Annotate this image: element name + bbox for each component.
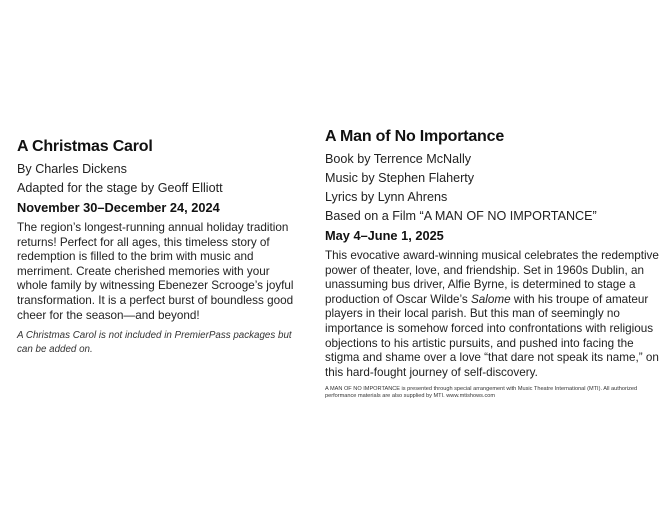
book-credit: Book by Terrence McNally	[325, 152, 472, 166]
show-dates: November 30–December 24, 2024	[17, 200, 220, 215]
description-text-start: This evocative award-winning musical celebrates the redemptive power of theater, love, and friendship. Set in 1960s Dublin, an unassuming bus driver, Alfie Byrne, is determined to stage a production of Oscar Wilde’s	[325, 249, 659, 306]
description-italic-title: Salome	[470, 292, 511, 306]
source-credit: Based on a Film “A MAN OF NO IMPORTANCE”	[325, 209, 597, 223]
man-of-no-importance-section	[325, 128, 660, 400]
licensing-fine-print: A MAN OF NO IMPORTANCE is presented through special arrangement with Music Theatre International (MTI). All authorized performance materials are also supplied by MTI. www.mtishows.com	[325, 386, 638, 400]
show-title: A Man of No Importance	[325, 128, 505, 145]
show-title: A Christmas Carol	[17, 138, 153, 155]
music-credit: Music by Stephen Flaherty	[325, 171, 475, 185]
show-description	[325, 249, 660, 380]
show-dates: May 4–June 1, 2025	[325, 228, 444, 243]
package-note: A Christmas Carol is not included in PremierPass packages but can be added on.	[17, 330, 292, 356]
description-text-end: with his troupe of amateur players in their local parish. But this man of seemingly no importance is somehow forced into confrontations with religious objections to his artistic pursuits, and pushed into facing the stigma and shame over a love “that dare not speak its name,” on this hard-fought journey of self-discovery.	[325, 292, 659, 379]
adaptation-credit: Adapted for the stage by Geoff Elliott	[17, 181, 223, 195]
lyrics-credit: Lyrics by Lynn Ahrens	[325, 190, 448, 204]
show-description: The region’s longest-running annual holiday tradition returns! Perfect for all ages, this timeless story of redemption is filled to the brim with music and merriment. Create cherished memories with your whole family by witnessing Ebenezer Scrooge’s joyful transformation. It is a perfect burst of boundless good cheer for the season—and beyond!	[17, 221, 294, 322]
christmas-carol-section	[17, 138, 301, 357]
author-credit: By Charles Dickens	[17, 162, 127, 176]
